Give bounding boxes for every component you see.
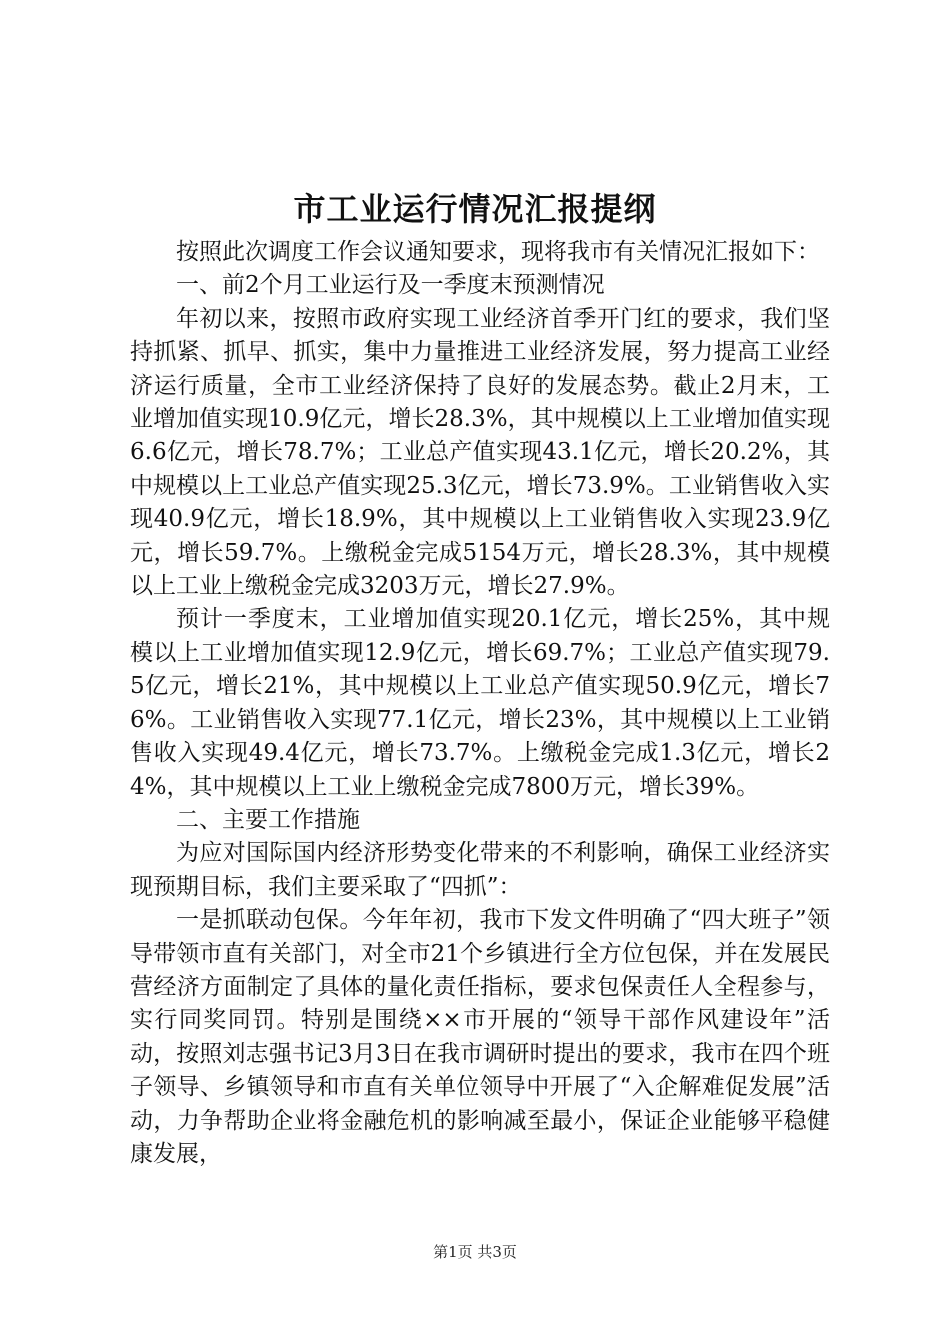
body-paragraph: 年初以来，按照市政府实现工业经济首季开门红的要求，我们坚持抓紧、抓早、抓实，集中力量推进工业经济发展，努力提高工业经济运行质量，全市工业经济保持了良好的发展态势。截止2月末，工业增加值实现10.9亿元，增长28.3%，其中规模以上工业增加值实现6.6亿元，增长78.7%；工业总产值实现43.1亿元，增长20.2%，其中规模以上工业总产值实现25.3亿元，增长73.9%。工业销售收入实现40.9亿元，增长18.9%，其中规模以上工业销售收入实现23.9亿元，增长59.7%。上缴税金完成5154万元，增长28.3%，其中规模以上工业上缴税金完成3203万元，增长27.9%。 [130,305,830,600]
body-paragraph: 为应对国际国内经济形势变化带来的不利影响，确保工业经济实现预期目标，我们主要采取了“四抓”： [130,840,830,900]
section-heading-1: 一、前2个月工业运行及一季度末预测情况 [176,272,605,299]
section-heading-2: 二、主要工作措施 [176,806,360,833]
document-body [130,236,830,1171]
document-title: 市工业运行情况汇报提纲 [293,190,657,228]
body-paragraph: 一是抓联动包保。今年年初，我市下发文件明确了“四大班子”领导带领市直有关部门，对全市21个乡镇进行全方位包保，并在发展民营经济方面制定了具体的量化责任指标，要求包保责任人全程参与，实行同奖同罚。特别是围绕××市开展的“领导干部作风建设年”活动，按照刘志强书记3月3日在我市调研时提出的要求，我市在四个班子领导、乡镇领导和市直有关单位领导中开展了“入企解难促发展”活动，力争帮助企业将金融危机的影响减至最小，保证企业能够平稳健康发展， [130,907,830,1167]
body-paragraph: 预计一季度末，工业增加值实现20.1亿元，增长25%，其中规模以上工业增加值实现12.9亿元，增长69.7%；工业总产值实现79.5亿元，增长21%，其中规模以上工业总产值实现50.9亿元，增长76%。工业销售收入实现77.1亿元，增长23%，其中规模以上工业销售收入实现49.4亿元，增长73.7%。上缴税金完成1.3亿元，增长24%，其中规模以上工业上缴税金完成7800万元，增长39%。 [130,606,830,800]
intro-paragraph: 按照此次调度工作会议通知要求，现将我市有关情况汇报如下： [176,239,820,265]
page-number: 第1页 共3页 [433,1243,517,1261]
